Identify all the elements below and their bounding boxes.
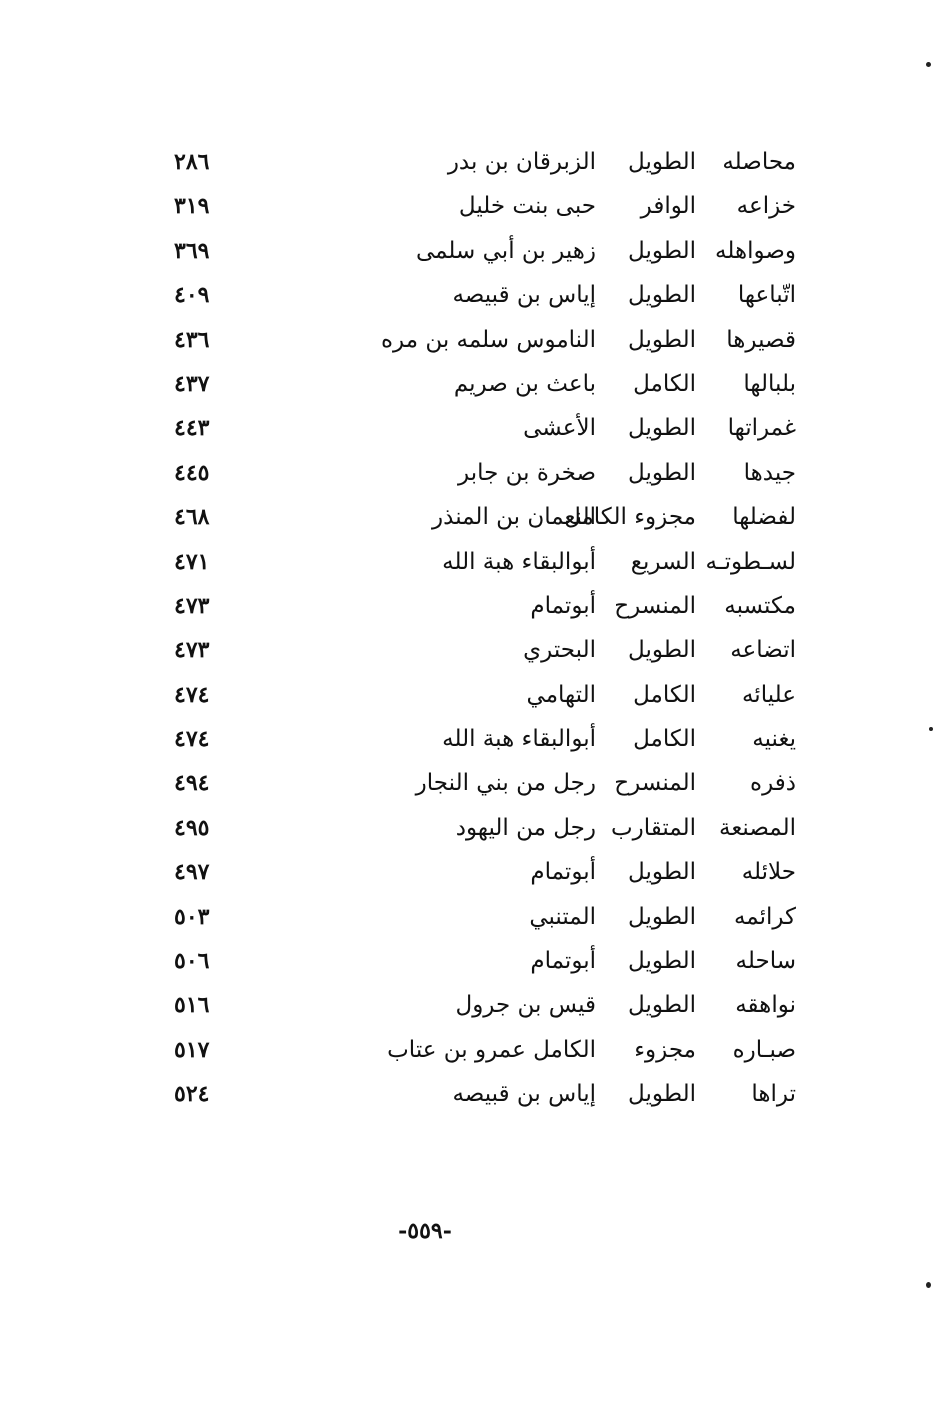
poetry-index-table	[150, 140, 810, 1117]
scan-speck	[929, 727, 933, 731]
rhyme-word: ذفره	[750, 770, 796, 797]
meter-name: الطويل	[628, 459, 696, 486]
meter-name: الطويل	[628, 415, 696, 442]
rhyme-word: وصواهله	[715, 237, 796, 264]
page-ref: ٥٠٦	[174, 948, 210, 975]
page-ref: ٤٩٧	[174, 859, 210, 886]
page-number: -٥٥٩-	[398, 1218, 452, 1244]
page-ref: ٥٢٤	[174, 1081, 210, 1108]
page-ref: ٤٧٣	[174, 592, 210, 619]
index-row	[150, 362, 810, 406]
poet-name: التهامي	[526, 681, 596, 708]
index-row	[150, 1028, 810, 1072]
scan-speck	[926, 62, 931, 67]
index-row	[150, 717, 810, 761]
index-row	[150, 318, 810, 362]
meter-name: الطويل	[628, 149, 696, 175]
page-ref: ٢٨٦	[174, 149, 210, 175]
poet-name: رجل من بني النجار	[415, 770, 596, 797]
page-ref: ٤٠٩	[174, 282, 210, 309]
meter-name: الطويل	[628, 1081, 696, 1108]
poet-name: باعث بن صريم	[453, 370, 596, 397]
index-row	[150, 451, 810, 495]
index-row	[150, 628, 810, 672]
meter-name: الطويل	[628, 326, 696, 353]
meter-name: المنسرح	[614, 592, 696, 619]
page-ref: ٤٩٤	[174, 770, 210, 797]
rhyme-word: حلائله	[741, 859, 796, 886]
poet-name: الناموس سلمه بن مره	[380, 326, 596, 353]
meter-name: الطويل	[628, 992, 696, 1019]
meter-name: الوافر	[640, 193, 696, 220]
rhyme-word: اتضاعه	[730, 637, 796, 664]
poet-name: صخرة بن جابر	[458, 459, 596, 486]
rhyme-word: قصيرها	[726, 326, 796, 353]
index-row	[150, 584, 810, 628]
index-row	[150, 761, 810, 805]
rhyme-word: المصنعة	[718, 814, 796, 841]
page-ref: ٤٧٤	[174, 726, 210, 753]
poet-name: أبوالبقاء هبة الله	[442, 548, 596, 575]
poet-name: إياس بن قبيصه	[452, 282, 596, 309]
poet-name: الكامل عمرو بن عتاب	[387, 1036, 596, 1063]
rhyme-word: محاصله	[722, 149, 796, 175]
index-row	[150, 850, 810, 894]
index-row	[150, 1072, 810, 1116]
rhyme-word: لفضلها	[732, 504, 796, 531]
rhyme-word: جيدها	[743, 459, 796, 486]
index-row	[150, 540, 810, 584]
poet-name: زهير بن أبي سلمى	[415, 237, 596, 264]
scan-speck	[926, 1282, 931, 1288]
poet-name: المتنبي	[529, 903, 596, 930]
rhyme-word: لسـطوتـه	[705, 548, 796, 575]
index-row	[150, 806, 810, 850]
page-ref: ٤٤٣	[174, 415, 210, 442]
rhyme-word: ساحله	[735, 948, 796, 975]
poet-name: قيس بن جرول	[455, 992, 596, 1019]
poet-name: أبوتمام	[530, 592, 596, 619]
poet-name: الزبرقان بن بدر	[447, 149, 596, 175]
meter-name: الكامل	[633, 726, 696, 753]
poet-name: الأعشى	[523, 415, 596, 442]
index-row	[150, 495, 810, 539]
page-ref: ٤٩٥	[174, 814, 210, 841]
meter-name: الكامل	[633, 370, 696, 397]
rhyme-word: بلبالها	[743, 370, 796, 397]
index-row	[150, 983, 810, 1027]
poet-name: حبى بنت خليل	[458, 193, 596, 220]
meter-name: الطويل	[628, 282, 696, 309]
page-ref: ٥٠٣	[174, 903, 210, 930]
poet-name: النعمان بن المنذر	[432, 504, 596, 531]
rhyme-word: نواهقه	[735, 992, 796, 1019]
page-ref: ٣١٩	[174, 193, 210, 220]
page-ref: ٤٤٥	[174, 459, 210, 486]
meter-name: السريع	[630, 548, 696, 575]
index-row	[150, 140, 810, 184]
page-ref: ٤٦٨	[174, 504, 210, 531]
rhyme-word: يغنيه	[752, 726, 796, 753]
meter-name: المنسرح	[614, 770, 696, 797]
page-ref: ٤٧٣	[174, 637, 210, 664]
meter-name: مجزوء الكامل	[564, 504, 696, 531]
page-ref: ٤٣٦	[174, 326, 210, 353]
page-ref: ٤٣٧	[174, 370, 210, 397]
page-ref: ٤٧٤	[174, 681, 210, 708]
rhyme-word: غمراتها	[727, 415, 796, 442]
meter-name: الكامل	[633, 681, 696, 708]
index-row	[150, 184, 810, 228]
meter-name: المتقارب	[610, 814, 696, 841]
index-row	[150, 895, 810, 939]
index-row	[150, 406, 810, 450]
rhyme-word: مكتسبه	[724, 592, 796, 619]
poet-name: البحتري	[523, 637, 596, 664]
poet-name: إياس بن قبيصه	[452, 1081, 596, 1108]
rhyme-word: صبـاره	[732, 1036, 796, 1063]
rhyme-word: تراها	[751, 1081, 796, 1108]
index-row	[150, 673, 810, 717]
poet-name: أبوالبقاء هبة الله	[442, 726, 596, 753]
page-ref: ٥١٦	[174, 992, 210, 1019]
meter-name: الطويل	[628, 637, 696, 664]
poet-name: رجل من اليهود	[455, 814, 596, 841]
poet-name: أبوتمام	[530, 859, 596, 886]
page-ref: ٤٧١	[174, 548, 210, 575]
rhyme-word: كرائمه	[733, 903, 796, 930]
meter-name: الطويل	[628, 903, 696, 930]
rhyme-word: خزاعه	[736, 193, 796, 220]
index-row	[150, 229, 810, 273]
meter-name: الطويل	[628, 237, 696, 264]
index-row	[150, 939, 810, 983]
meter-name: مجزوء	[634, 1036, 696, 1063]
rhyme-word: اتّباعها	[737, 282, 796, 309]
page-ref: ٣٦٩	[174, 237, 210, 264]
index-row	[150, 273, 810, 317]
meter-name: الطويل	[628, 859, 696, 886]
poet-name: أبوتمام	[530, 948, 596, 975]
rhyme-word: عليائه	[741, 681, 796, 708]
meter-name: الطويل	[628, 948, 696, 975]
page-ref: ٥١٧	[174, 1036, 210, 1063]
